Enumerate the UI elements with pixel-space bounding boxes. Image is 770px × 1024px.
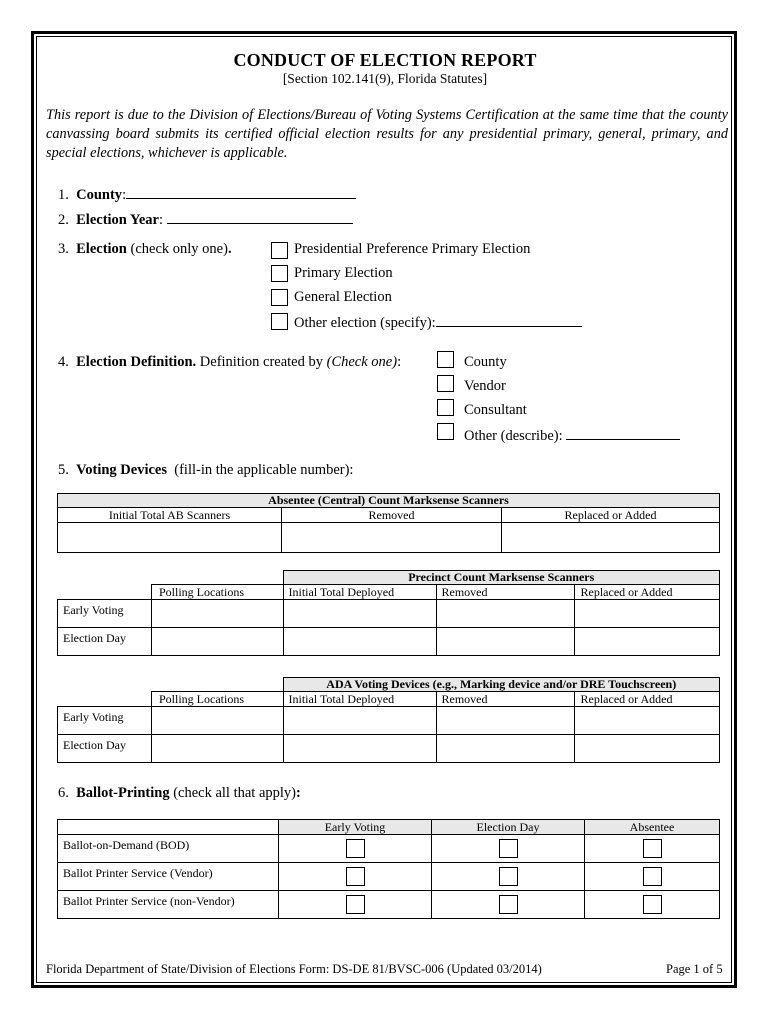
table4-cell xyxy=(279,835,432,863)
page-title: CONDUCT OF ELECTION REPORT xyxy=(233,50,537,70)
table2-cell[interactable] xyxy=(152,628,284,656)
table3-cell[interactable] xyxy=(574,707,720,735)
table3-cell[interactable] xyxy=(436,707,574,735)
table4-row-bod: Ballot-on-Demand (BOD) xyxy=(58,835,279,863)
option-primary-election: Primary Election xyxy=(294,265,393,281)
q5-label: Voting Devices xyxy=(76,462,168,478)
option-presidential-preference: Presidential Preference Primary Election xyxy=(294,241,531,257)
question-election xyxy=(58,241,232,258)
option-general-election: General Election xyxy=(294,289,392,305)
table-absentee-scanners xyxy=(57,493,720,553)
q4-text: Definition created by xyxy=(199,354,323,370)
q4-number: 4. xyxy=(58,354,69,370)
table4-cell xyxy=(585,835,720,863)
table1-cell-replaced[interactable] xyxy=(502,523,720,553)
table4-cell xyxy=(279,863,432,891)
table3-cell[interactable] xyxy=(283,735,436,763)
table1-cell-removed[interactable] xyxy=(282,523,502,553)
other-election-field[interactable] xyxy=(436,313,582,327)
table4-col-election-day: Election Day xyxy=(432,820,585,835)
table-ada-devices xyxy=(57,677,720,763)
table3-col-polling: Polling Locations xyxy=(152,692,284,707)
q3-note: (check only one) xyxy=(130,241,228,257)
q4-note: (Check one) xyxy=(326,354,398,370)
table3-spacer xyxy=(58,678,152,692)
question-election-year xyxy=(58,210,353,229)
q4-label: Election Definition. xyxy=(76,354,197,370)
question-ballot-printing xyxy=(58,785,301,802)
option-other-election xyxy=(294,313,582,332)
table2-col-initial: Initial Total Deployed xyxy=(283,585,436,600)
checkbox-non-vendor-early-voting[interactable] xyxy=(346,895,365,914)
q3-period: . xyxy=(227,241,232,257)
table3-spacer xyxy=(58,692,152,707)
table3-title: ADA Voting Devices (e.g., Marking device and/or DRE Touchscreen) xyxy=(283,678,720,692)
q6-number: 6. xyxy=(58,785,69,801)
option-other-election-label: Other election (specify): xyxy=(294,315,436,331)
footer-form-id: Florida Department of State/Division of Elections Form: DS-DE 81/BVSC-006 (Updated 03/2014) xyxy=(46,962,542,976)
table3-cell[interactable] xyxy=(283,707,436,735)
table4-spacer xyxy=(58,820,279,835)
table2-cell[interactable] xyxy=(152,600,284,628)
footer-page-number: Page 1 of 5 xyxy=(666,962,723,976)
checkbox-bod-absentee[interactable] xyxy=(643,839,662,858)
table3-col-initial: Initial Total Deployed xyxy=(283,692,436,707)
table2-row-election-day: Election Day xyxy=(58,628,152,656)
table3-cell[interactable] xyxy=(574,735,720,763)
table3-cell[interactable] xyxy=(152,707,284,735)
table2-cell[interactable] xyxy=(283,628,436,656)
option-vendor: Vendor xyxy=(464,378,506,394)
table4-cell xyxy=(432,891,585,919)
checkbox-non-vendor-absentee[interactable] xyxy=(643,895,662,914)
table2-col-removed: Removed xyxy=(436,585,574,600)
table4-cell xyxy=(585,863,720,891)
table-ballot-printing xyxy=(57,819,720,919)
question-voting-devices xyxy=(58,462,353,479)
q2-label: Election Year xyxy=(76,212,159,228)
table4-cell xyxy=(585,891,720,919)
checkbox-non-vendor-election-day[interactable] xyxy=(499,895,518,914)
checkbox-other-describe[interactable] xyxy=(437,423,454,440)
table1-col-removed: Removed xyxy=(282,508,502,523)
q2-number: 2. xyxy=(58,212,69,228)
q1-label: County xyxy=(76,187,123,203)
checkbox-bod-early-voting[interactable] xyxy=(346,839,365,858)
intro-paragraph: This report is due to the Division of Elections/Bureau of Voting Systems Certification at the same time that the county canvassing board submits its certified official election results for any presidential primary, general, primary, and special elections, whichever is applicable. xyxy=(46,107,728,161)
table4-row-non-vendor: Ballot Printer Service (non-Vendor) xyxy=(58,891,279,919)
checkbox-primary-election[interactable] xyxy=(271,265,288,282)
checkbox-county[interactable] xyxy=(437,351,454,368)
q6-note: (check all that apply) xyxy=(173,785,296,801)
table3-cell[interactable] xyxy=(152,735,284,763)
table2-col-replaced: Replaced or Added xyxy=(574,585,720,600)
table4-col-early-voting: Early Voting xyxy=(279,820,432,835)
q6-label: Ballot-Printing xyxy=(76,785,170,801)
table2-cell[interactable] xyxy=(283,600,436,628)
q3-number: 3. xyxy=(58,241,69,257)
q5-number: 5. xyxy=(58,462,69,478)
table1-col-initial: Initial Total AB Scanners xyxy=(58,508,282,523)
checkbox-other-election[interactable] xyxy=(271,313,288,330)
table4-cell xyxy=(432,835,585,863)
table4-cell xyxy=(279,891,432,919)
checkbox-vendor-absentee[interactable] xyxy=(643,867,662,886)
table1-title: Absentee (Central) Count Marksense Scanners xyxy=(58,494,720,508)
table3-col-replaced: Replaced or Added xyxy=(574,692,720,707)
option-county: County xyxy=(464,354,507,370)
checkbox-consultant[interactable] xyxy=(437,399,454,416)
table4-row-vendor: Ballot Printer Service (Vendor) xyxy=(58,863,279,891)
table-precinct-scanners xyxy=(57,570,720,656)
table3-row-election-day: Election Day xyxy=(58,735,152,763)
table2-spacer xyxy=(58,571,152,585)
county-field[interactable] xyxy=(126,185,356,199)
q3-label: Election xyxy=(76,241,127,257)
table4-cell xyxy=(432,863,585,891)
q1-number: 1. xyxy=(58,187,69,203)
q5-note: (fill-in the applicable number): xyxy=(174,462,354,478)
checkbox-vendor[interactable] xyxy=(437,375,454,392)
table2-cell[interactable] xyxy=(574,600,720,628)
table3-spacer xyxy=(152,678,284,692)
table2-title: Precinct Count Marksense Scanners xyxy=(283,571,720,585)
checkbox-general-election[interactable] xyxy=(271,289,288,306)
checkbox-vendor-early-voting[interactable] xyxy=(346,867,365,886)
q4-colon: : xyxy=(397,354,402,370)
table2-row-early-voting: Early Voting xyxy=(58,600,152,628)
question-county xyxy=(58,185,356,204)
table2-spacer xyxy=(152,571,284,585)
table1-col-replaced: Replaced or Added xyxy=(502,508,720,523)
table1-cell-initial[interactable] xyxy=(58,523,282,553)
table3-cell[interactable] xyxy=(436,735,574,763)
other-describe-field[interactable] xyxy=(566,426,680,440)
table2-col-polling: Polling Locations xyxy=(152,585,284,600)
checkbox-bod-election-day[interactable] xyxy=(499,839,518,858)
option-other-describe-label: Other (describe): xyxy=(464,428,563,444)
table3-col-removed: Removed xyxy=(436,692,574,707)
election-year-field[interactable] xyxy=(167,210,353,224)
q1-colon: : xyxy=(122,187,127,203)
page-subtitle: [Section 102.141(9), Florida Statutes] xyxy=(282,71,488,86)
option-other-describe xyxy=(464,426,680,445)
table2-cell[interactable] xyxy=(436,628,574,656)
option-consultant: Consultant xyxy=(464,402,527,418)
checkbox-presidential-preference[interactable] xyxy=(271,242,288,259)
q2-colon: : xyxy=(158,212,163,228)
question-election-definition xyxy=(58,354,401,371)
table2-cell[interactable] xyxy=(436,600,574,628)
table4-col-absentee: Absentee xyxy=(585,820,720,835)
table3-row-early-voting: Early Voting xyxy=(58,707,152,735)
table2-spacer xyxy=(58,585,152,600)
checkbox-vendor-election-day[interactable] xyxy=(499,867,518,886)
table2-cell[interactable] xyxy=(574,628,720,656)
q6-colon: : xyxy=(296,785,301,801)
